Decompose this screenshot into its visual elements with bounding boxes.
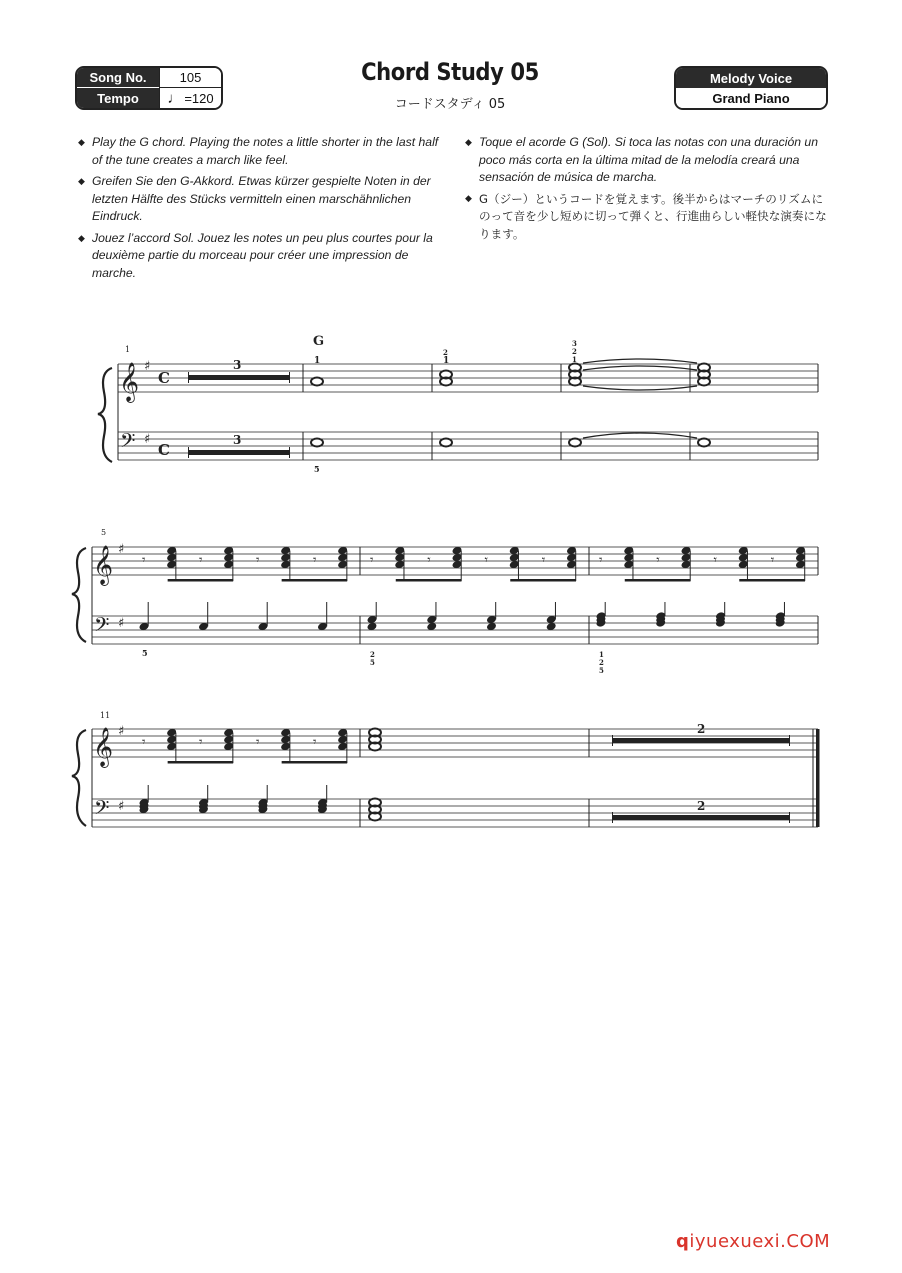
tie	[583, 366, 697, 370]
key-signature-sharp-icon: ♯	[144, 359, 151, 374]
treble-clef-icon: 𝄞	[93, 545, 114, 585]
instruction-es-text: Toque el acorde G (Sol). Si toca las notas con una duración un poco más corta en la última mitad de la melodía creará una sensación de música de marcha.	[479, 135, 818, 184]
eighth-rest-icon: 𝄾	[256, 553, 260, 568]
time-signature: C	[158, 441, 170, 459]
grand-staff-brace	[98, 368, 112, 462]
whole-note	[569, 439, 581, 447]
eighth-rest-icon: 𝄾	[599, 553, 603, 568]
system-3	[72, 729, 820, 827]
eighth-rest-icon: 𝄾	[142, 735, 146, 750]
song-no-label: Song No.	[77, 68, 159, 88]
beam	[282, 579, 348, 582]
final-barline	[816, 729, 820, 827]
whole-note	[698, 439, 710, 447]
bullet-icon: ◆	[465, 193, 472, 204]
eighth-rest-icon: 𝄾	[541, 553, 546, 568]
measure-number: 11	[100, 711, 111, 720]
fingering: 2	[572, 347, 577, 356]
eighth-rest-icon: 𝄾	[770, 553, 775, 568]
eighth-rest-icon: 𝄾	[199, 553, 203, 568]
quarter-note-icon: ♩	[167, 89, 183, 107]
fingering: 2	[443, 348, 448, 357]
instruction-en-text: Play the G chord. Playing the notes a little shorter in the last half of the tune creates a march like feel.	[92, 135, 439, 167]
multirest-count: 2	[697, 799, 706, 813]
multirest-count: 3	[233, 433, 242, 447]
bullet-icon: ◆	[78, 176, 85, 186]
tempo-value: =120	[184, 90, 214, 106]
fingering: 1	[572, 355, 577, 364]
eighth-rest-icon: 𝄾	[142, 553, 146, 568]
multi-measure-rest	[188, 375, 290, 380]
fingering: 2	[370, 650, 375, 659]
fingering: 1	[443, 356, 450, 366]
key-signature-sharp-icon: ♯	[118, 542, 125, 557]
tie	[583, 386, 697, 390]
beam	[625, 579, 691, 582]
song-no-value: 105	[159, 68, 221, 88]
fingering: 2	[599, 658, 604, 667]
eighth-rest-icon: 𝄾	[313, 735, 317, 750]
beam	[168, 761, 234, 764]
eighth-rest-icon: 𝄾	[427, 553, 431, 568]
chord-symbol: G	[313, 334, 325, 349]
multirest-count: 2	[697, 722, 706, 736]
treble-clef-icon: 𝄞	[93, 727, 114, 767]
whole-note	[311, 439, 323, 447]
beam	[510, 579, 576, 582]
beam	[739, 579, 805, 582]
bass-clef-icon: 𝄢	[94, 613, 110, 641]
key-signature-sharp-icon: ♯	[118, 724, 125, 739]
instruction-fr-text: Jouez l’accord Sol. Jouez les notes un peu plus courtes pour la deuxième partie du morceau pour créer une impression de marche.	[92, 230, 433, 280]
tie	[583, 359, 697, 363]
voice-value: Grand Piano	[676, 88, 826, 108]
fingering: 5	[142, 648, 148, 658]
bass-clef-icon: 𝄢	[94, 796, 110, 824]
watermark	[676, 1231, 830, 1252]
bass-staff-lines	[118, 432, 818, 460]
beam	[282, 761, 348, 764]
fingering: 5	[314, 464, 320, 474]
bullet-icon: ◆	[78, 232, 85, 243]
treble-clef-icon: 𝄞	[119, 362, 140, 402]
page-title: Chord Study 05	[361, 58, 539, 86]
instruction-de-text: Greifen Sie den G-Akkord. Etwas kürzer gespielte Noten in der letzten Hälfte des Stücks vermitteln einen marschähnlichen Eindruck.	[92, 174, 431, 223]
page-subtitle: コードスタディ 05	[394, 97, 506, 112]
watermark-text: iyuexuexi.COM	[689, 1231, 831, 1252]
tempo-label: Tempo	[77, 88, 159, 108]
key-signature-sharp-icon: ♯	[118, 799, 125, 814]
fingering: 5	[370, 658, 375, 667]
eighth-rest-icon: 𝄾	[484, 553, 488, 568]
tie	[583, 433, 697, 438]
fingering: 1	[599, 650, 604, 659]
multi-measure-rest	[612, 738, 790, 743]
beam	[168, 579, 234, 582]
grand-staff-brace	[72, 548, 86, 642]
measure-number: 5	[101, 528, 107, 537]
key-signature-sharp-icon: ♯	[144, 432, 151, 447]
fingering: 5	[599, 666, 604, 675]
melody-voice-label: Melody Voice	[676, 68, 826, 88]
measure-number: 1	[125, 345, 131, 354]
multirest-count: 3	[233, 358, 242, 372]
system-3-notes	[139, 728, 349, 815]
instruction-ja-text: G（ジー）というコードを覚えます。後半からはマーチのリズムにのって音を少し短めに切って弾くと、行進曲らしい軽快な演奏になります。	[479, 191, 827, 241]
whole-note	[440, 439, 452, 447]
eighth-rest-icon: 𝄾	[656, 553, 660, 568]
eighth-rest-icon: 𝄾	[256, 735, 260, 750]
whole-note	[311, 378, 323, 386]
fingering: 3	[572, 339, 577, 348]
fingering: 1	[314, 356, 321, 366]
bullet-icon: ◆	[78, 137, 85, 147]
watermark-q: q	[676, 1231, 690, 1252]
bullet-icon: ◆	[465, 137, 472, 147]
beam	[396, 579, 462, 582]
system-2-notes	[139, 546, 806, 632]
bass-staff-lines	[92, 616, 818, 644]
multi-measure-rest	[188, 450, 290, 455]
bass-clef-icon: 𝄢	[120, 429, 136, 457]
grand-staff-brace	[72, 730, 86, 826]
system-2	[72, 547, 818, 644]
multi-measure-rest	[612, 815, 790, 820]
eighth-rest-icon: 𝄾	[199, 735, 203, 750]
eighth-rest-icon: 𝄾	[313, 553, 317, 568]
eighth-rest-icon: 𝄾	[713, 553, 717, 568]
key-signature-sharp-icon: ♯	[118, 616, 125, 631]
time-signature: C	[158, 369, 170, 387]
eighth-rest-icon: 𝄾	[370, 553, 374, 568]
